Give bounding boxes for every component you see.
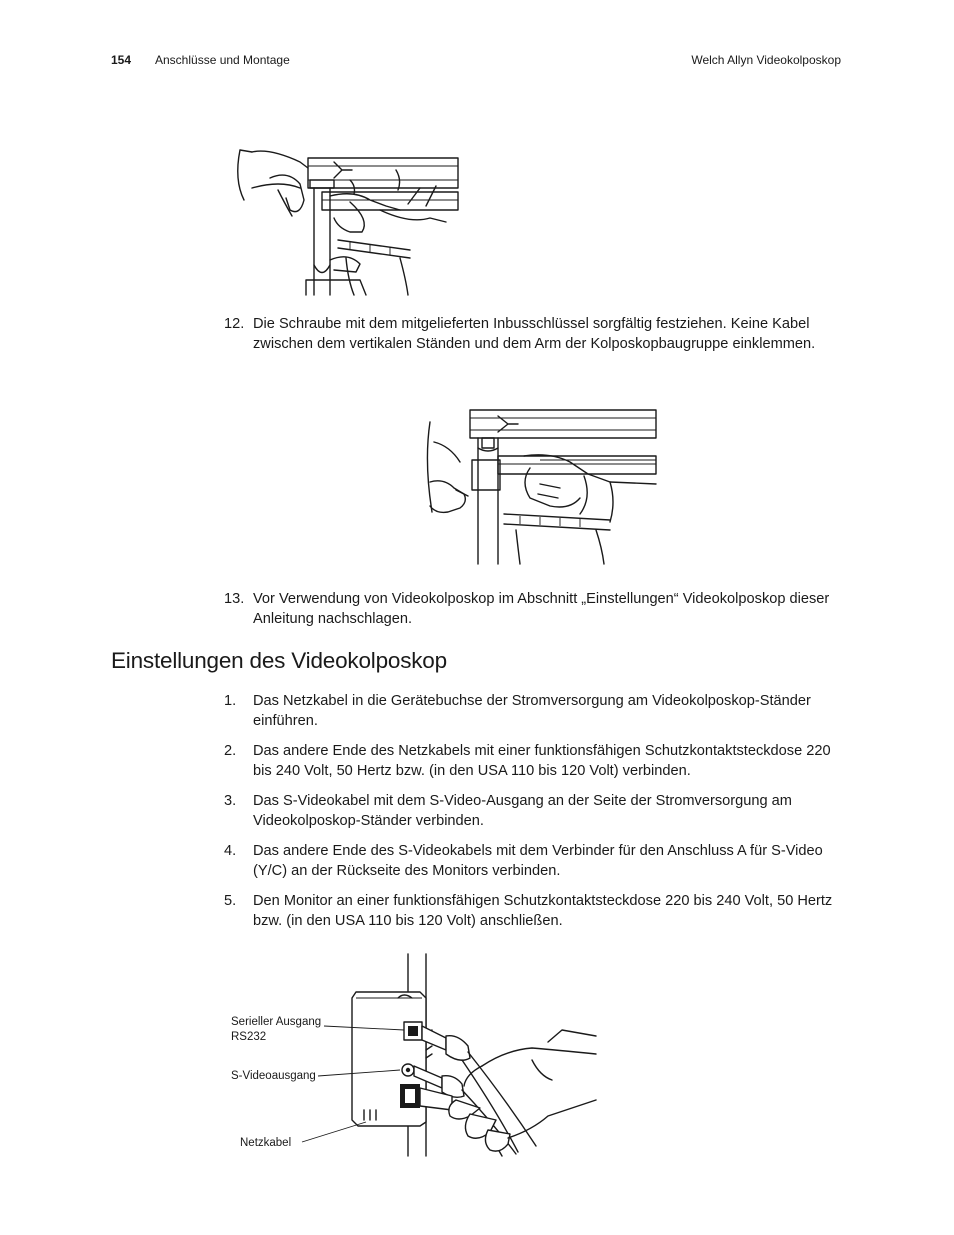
figure-arm-mounting [230, 140, 462, 300]
step-number: 13. [224, 591, 245, 607]
figure-arm-mounting-drawing [230, 140, 462, 300]
callout-power-cable [240, 1136, 291, 1151]
header-document-title: Welch Allyn Videokolposkop [691, 53, 841, 67]
step-number: 5. [224, 893, 237, 909]
callout-svideo-label: S-Videoausgang [231, 1070, 316, 1082]
header-section-title: Anschlüsse und Montage [155, 53, 290, 67]
step-12 [224, 315, 844, 354]
step-number: 4. [224, 843, 237, 859]
step-number: 3. [224, 793, 237, 809]
setup-step-5 [224, 892, 844, 931]
step-text: Vor Verwendung von Videokolposkop im Abschnitt „Einstellungen“ Videokolposkop dieser Anleitung nachschlagen. [253, 591, 830, 627]
step-text: Das Netzkabel in die Gerätebuchse der Stromversorgung am Videokolposkop-Ständer einführen. [253, 693, 811, 729]
figure-screw-tightening [420, 402, 660, 568]
setup-step-2 [224, 742, 844, 781]
step-text: Den Monitor an einer funktionsfähigen Schutzkontaktsteckdose 220 bis 240 Volt, 50 Hertz bzw. (in den USA 110 bis 120 Volt) anschließen. [253, 893, 833, 929]
callout-serial-line2: RS232 [231, 1031, 267, 1043]
section-heading: Einstellungen des Videokolposkop [111, 648, 447, 673]
setup-step-1 [224, 692, 844, 731]
step-text: Die Schraube mit dem mitgelieferten Inbusschlüssel sorgfältig festziehen. Keine Kabel zwischen dem vertikalen Ständen und dem Arm der Kolposkopbaugruppe einklemmen. [253, 316, 816, 352]
step-13 [224, 590, 844, 629]
setup-step-4 [224, 842, 844, 881]
step-number: 2. [224, 743, 237, 759]
figure-screw-tightening-drawing [420, 402, 660, 568]
step-number: 1. [224, 693, 237, 709]
callout-serial-line1: Serieller Ausgang [231, 1016, 322, 1028]
step-number: 12. [224, 316, 245, 332]
callout-power-label: Netzkabel [240, 1137, 292, 1149]
callout-serial-output [231, 1015, 321, 1045]
figure-power-supply-drawing [296, 950, 606, 1160]
step-text: Das andere Ende des Netzkabels mit einer funktionsfähigen Schutzkontaktsteckdose 220 bis 240 Volt, 50 Hertz bzw. (in den USA 110 bis 120 Volt) verbinden. [253, 743, 831, 779]
page-number: 154 [111, 53, 132, 67]
figure-power-supply-connections [296, 950, 606, 1160]
running-header [0, 53, 954, 69]
setup-step-3 [224, 792, 844, 831]
step-text: Das andere Ende des S-Videokabels mit dem Verbinder für den Anschluss A für S-Video (Y/C) an der Rückseite des Monitors verbinden. [253, 843, 823, 879]
step-text: Das S-Videokabel mit dem S-Video-Ausgang an der Seite der Stromversorgung am Videokolposkop-Ständer verbinden. [253, 793, 792, 829]
callout-svideo-output [231, 1069, 316, 1084]
